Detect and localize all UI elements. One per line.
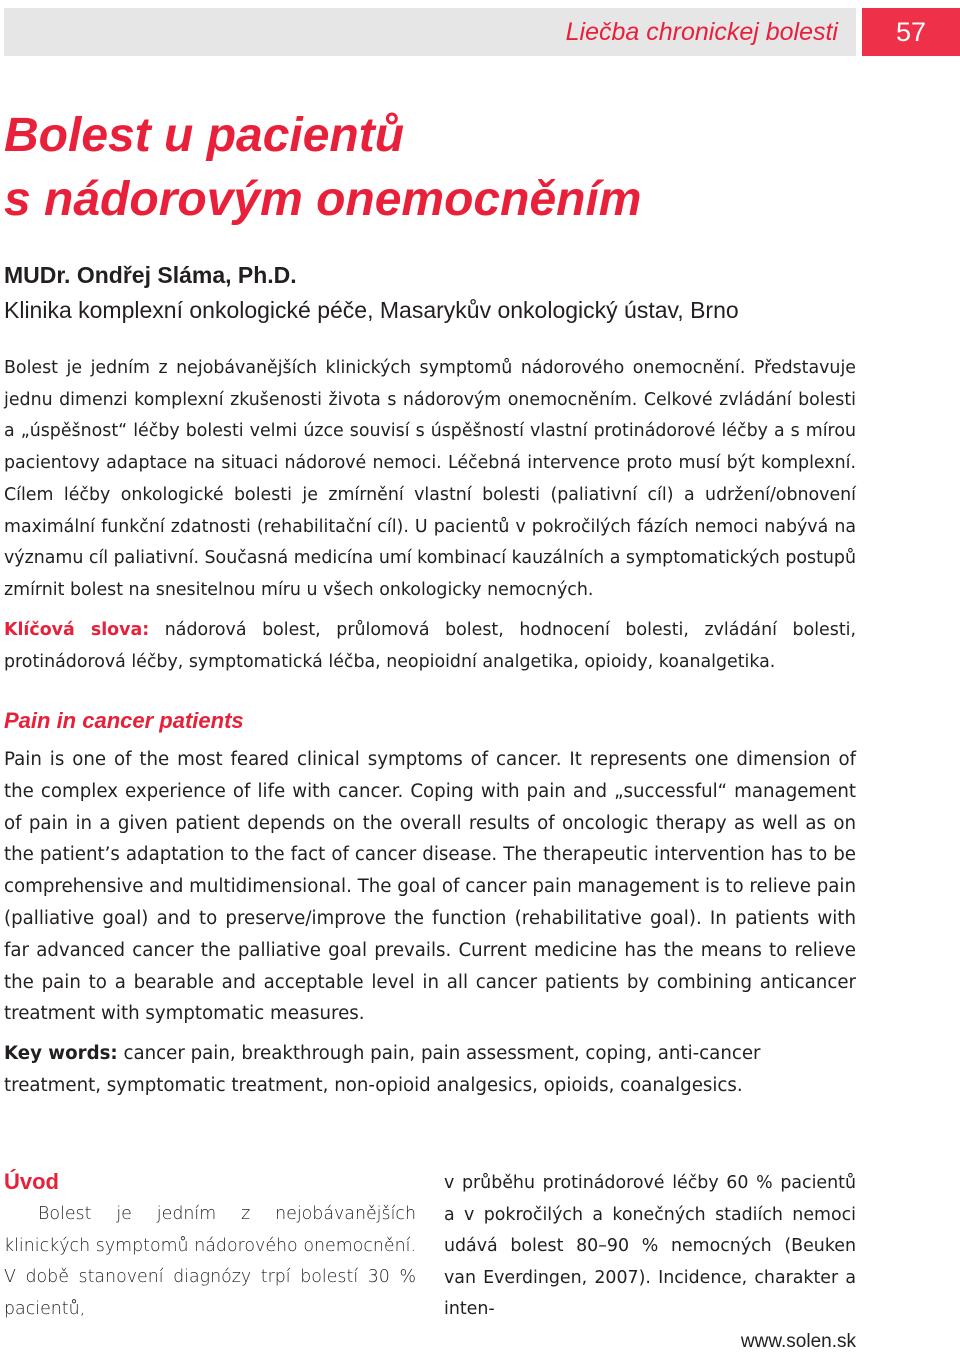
page-number: 57: [895, 17, 927, 47]
intro-right-column: v průběhu protinádorové léčby 60 % pacientů a v pokročilých a konečných stadiích nemoci udává bolest 80–90 % nemocných (Beuken van Everdingen, 2007). Incidence, charakter a inten-: [444, 1173, 856, 1319]
keywords-czech: [4, 615, 856, 678]
keywords-english: [4, 1038, 856, 1101]
keywords-english-text: cancer pain, breakthrough pain, pain assessment, coping, anti-cancer treatment, symptomatic treatment, non-opioid analgesics, opioids, coanalgesics.: [4, 1043, 761, 1096]
article-title: [4, 104, 904, 232]
abstract-czech: Bolest je jedním z nejobávanějších klinických symptomů nádorového onemocnění. Představuje jednu dimenzi komplexní zkušenosti života s nádorovým onemocněním. Celkové zvládání bolesti a „úspěšnost“ léčby bolesti velmi úzce souvisí s úspěšností vlastní protinádorové léčby a s mírou pacientovy adaptace na situaci nádorové nemoci. Léčebná intervence proto musí být komplexní. Cílem léčby onkologické bolesti je zmírnění vlastní bolesti (paliativní cíl) a udržení/obnovení maximální funkční zdatnosti (rehabilitační cíl). U pacientů v pokročilých fázích nemoci nabývá na významu cíl paliativní. Současná medicína umí kombinací kauzálních a symptomatických postupů zmírnit bolest na snesitelnou míru u všech onkologicky nemocných.: [4, 358, 856, 600]
page-number-box: [862, 8, 960, 56]
intro-left-column: Bolest je jedním z nejobávanějších klinických symptomů nádorového onemocnění. V době stanovení diagnózy trpí bolestí 30 % pacientů,: [4, 1204, 416, 1319]
keywords-czech-text: nádorová bolest, průlomová bolest, hodnocení bolesti, zvládání bolesti, protinádorová léčby, symptomatická léčba, neopioidní analgetika, opioidy, koanalgetika.: [4, 620, 856, 672]
keywords-czech-label: Klíčová slova:: [4, 620, 150, 640]
running-title: Liečba chronickej bolesti: [565, 18, 838, 46]
author: MUDr. Ondřej Sláma, Ph.D.: [4, 262, 297, 288]
english-abstract-heading: Pain in cancer patients: [4, 708, 244, 733]
affiliation: Klinika komplexní onkologické péče, Masarykův onkologický ústav, Brno: [4, 297, 739, 323]
abstract-english: Pain is one of the most feared clinical symptoms of cancer. It represents one dimension of the complex experience of life with cancer. Coping with pain and „successful“ management of pain in a given patient depends on the overall results of oncologic therapy as well as on the patient’s adaptation to the fact of cancer disease. The therapeutic intervention has to be comprehensive and multidimensional. The goal of cancer pain management is to relieve pain (palliative goal) and to preserve/improve the function (rehabilitative goal). In patients with far advanced cancer the palliative goal prevails. Current medicine has the means to relieve the pain to a bearable and acceptable level in all cancer patients by combining anticancer treatment with symptomatic measures.: [4, 749, 856, 1025]
intro-heading: Úvod: [4, 1169, 59, 1194]
running-header: [4, 8, 856, 56]
keywords-english-label: Key words:: [4, 1043, 118, 1064]
article-title-line-2: s nádorovým onemocněním: [4, 173, 642, 226]
article-title-line-1: Bolest u pacientů: [4, 109, 405, 162]
footer-url[interactable]: www.solen.sk: [740, 1331, 856, 1352]
